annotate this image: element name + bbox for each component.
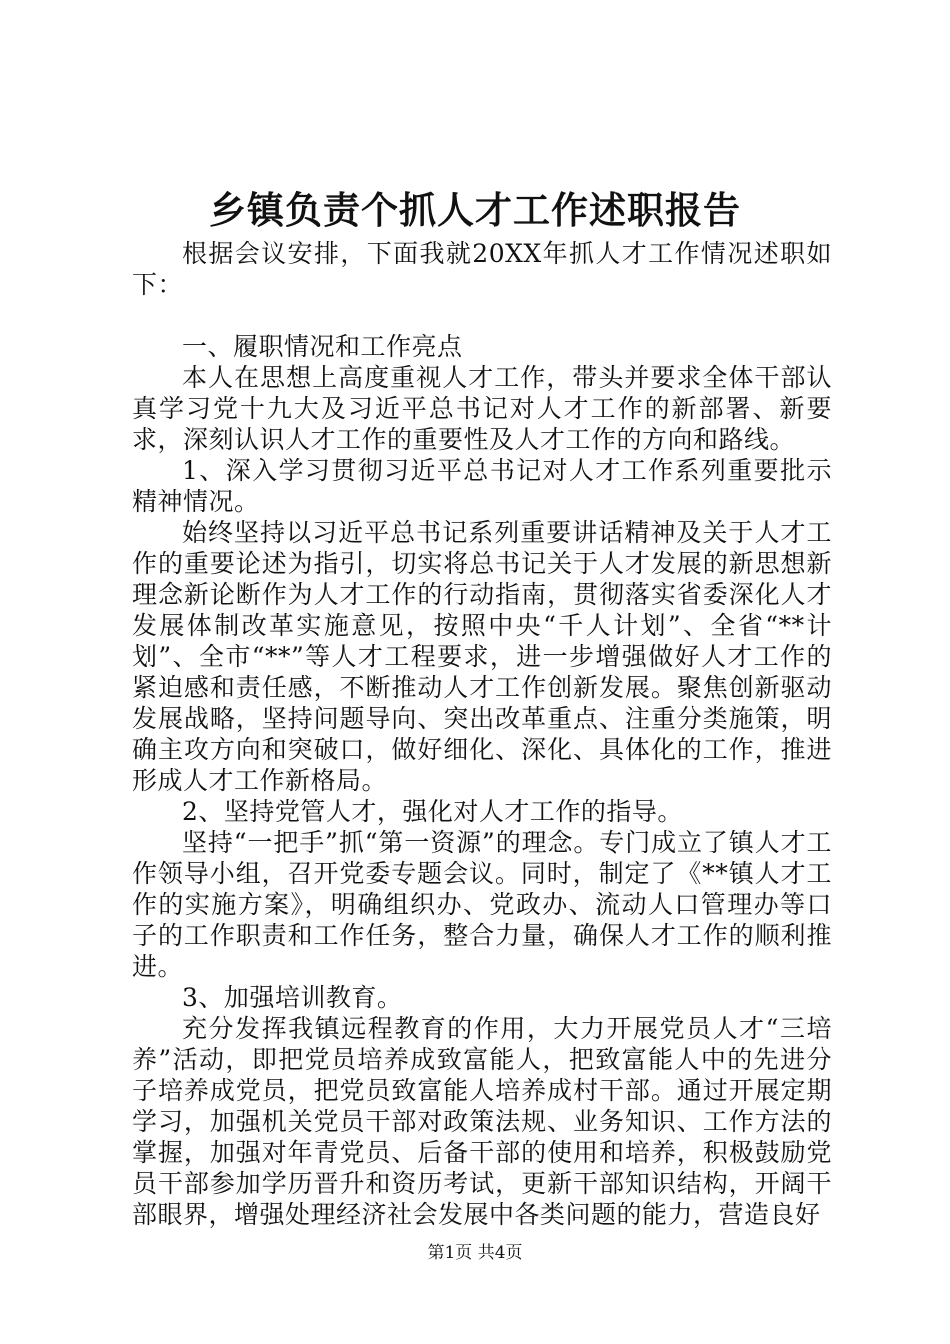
subsection-heading: 1、深入学习贯彻习近平总书记对人才工作系列重要批示精神情况。 (132, 456, 832, 516)
document-body (132, 238, 832, 1230)
body-paragraph: 坚持“一把手”抓“第一资源”的理念。专门成立了镇人才工作领导小组，召开党委专题会议。同时，制定了《**镇人才工作的实施方案》，明确组织办、党政办、流动人口管理办等口子的工作职责和工作任务，整合力量，确保人才工作的顺利推进。 (132, 828, 832, 981)
intro-paragraph: 根据会议安排，下面我就20XX年抓人才工作情况述职如下： (132, 239, 832, 299)
body-paragraph: 始终坚持以习近平总书记系列重要讲话精神及关于人才工作的重要论述为指引，切实将总书记关于人才发展的新思想新理念新论断作为人才工作的行动指南，贯彻落实省委深化人才发展体制改革实施意见，按照中央“千人计划”、全省“**计划”、全市“**”等人才工程要求，进一步增强做好人才工作的紧迫感和责任感，不断推动人才工作创新发展。聚焦创新驱动发展战略，坚持问题导向、突出改革重点、注重分类施策，明确主攻方向和突破口，做好细化、深化、具体化的工作，推进形成人才工作新格局。 (132, 518, 832, 795)
document-title: 乡镇负责个抓人才工作述职报告 (209, 188, 741, 232)
body-paragraph: 充分发挥我镇远程教育的作用，大力开展党员人才“三培养”活动，即把党员培养成致富能人，把致富能人中的先进分子培养成党员，把党员致富能人培养成村干部。通过开展定期学习，加强机关党员干部对政策法规、业务知识、工作方法的掌握，加强对年青党员、后备干部的使用和培养，积极鼓励党员干部参加学历晋升和资历考试，更新干部知识结构，开阔干部眼界，增强处理经济社会发展中各类问题的能力，营造良好 (132, 1014, 832, 1229)
subsection-heading: 3、加强培训教育。 (182, 983, 403, 1012)
subsection-heading: 2、坚持党管人才，强化对人才工作的指导。 (182, 797, 683, 826)
section-heading: 一、履职情况和工作亮点 (182, 332, 463, 361)
page-footer: 第1页 共4页 (427, 1243, 523, 1263)
body-paragraph: 本人在思想上高度重视人才工作，带头并要求全体干部认真学习党十九大及习近平总书记对人才工作的新部署、新要求，深刻认识人才工作的重要性及人才工作的方向和路线。 (132, 363, 832, 454)
